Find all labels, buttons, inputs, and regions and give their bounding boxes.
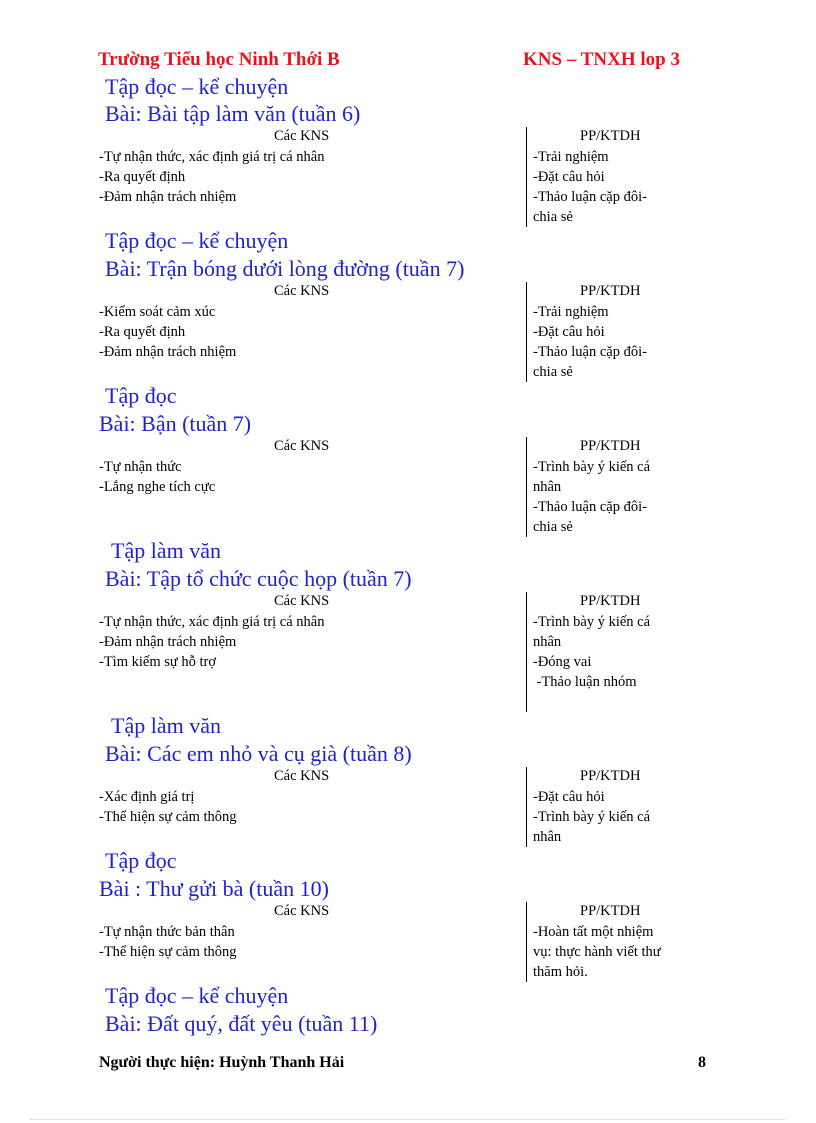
pp-item: -Đặt câu hỏi	[533, 169, 605, 185]
pp-column-header: PP/KTDH	[580, 438, 641, 454]
pp-item: nhân	[533, 479, 562, 495]
pp-item: -Trình bày ý kiến cá	[533, 459, 651, 475]
page-number: 8	[698, 1054, 706, 1071]
kns-column-header: Các KNS	[274, 593, 330, 609]
page-bottom-border	[30, 1119, 786, 1120]
lesson-title: Bài: Bận (tuần 7)	[99, 411, 252, 436]
kns-column-header: Các KNS	[274, 128, 330, 144]
column-divider	[526, 437, 527, 537]
column-divider	[526, 767, 527, 847]
lesson-title: Bài: Trận bóng dưới lòng đường (tuần 7)	[105, 256, 465, 281]
pp-item: -Thảo luận nhóm	[533, 674, 637, 690]
pp-column-header: PP/KTDH	[580, 593, 641, 609]
pp-item: chia sẻ	[533, 519, 573, 535]
lesson-title: Bài: Đất quý, đất yêu (tuần 11)	[105, 1011, 378, 1036]
column-divider	[526, 282, 527, 382]
pp-item: -Đóng vai	[533, 654, 592, 670]
kns-item: -Tự nhận thức, xác định giá trị cá nhân	[99, 149, 325, 165]
pp-item: -Đặt câu hỏi	[533, 789, 605, 805]
lesson-title: Bài: Bài tập làm văn (tuần 6)	[105, 101, 361, 126]
pp-item: vụ: thực hành viết thư	[533, 944, 661, 960]
pp-column-header: PP/KTDH	[580, 128, 641, 144]
kns-column-header: Các KNS	[274, 283, 330, 299]
pp-item: -Trình bày ý kiến cá	[533, 614, 651, 630]
pp-column-header: PP/KTDH	[580, 768, 641, 784]
pp-column-header: PP/KTDH	[580, 283, 641, 299]
column-divider	[526, 127, 527, 227]
kns-item: -Thể hiện sự cảm thông	[99, 944, 237, 960]
pp-item: -Trải nghiệm	[533, 149, 609, 165]
pp-item: nhân	[533, 634, 562, 650]
pp-item: thăm hỏi.	[533, 964, 588, 980]
column-divider	[526, 592, 527, 712]
pp-item: -Hoàn tất một nhiệm	[533, 924, 654, 940]
kns-item: -Đảm nhận trách nhiệm	[99, 634, 237, 650]
subject-heading: Tập đọc – kể chuyện	[105, 983, 289, 1008]
kns-item: -Ra quyết định	[99, 169, 186, 185]
kns-column-header: Các KNS	[274, 903, 330, 919]
pp-item: -Đặt câu hỏi	[533, 324, 605, 340]
footer-author: Người thực hiện: Huỳnh Thanh Hải	[99, 1054, 345, 1071]
column-divider	[526, 902, 527, 982]
pp-item: -Trình bày ý kiến cá	[533, 809, 651, 825]
kns-item: -Đảm nhận trách nhiệm	[99, 344, 237, 360]
lesson-title: Bài: Tập tổ chức cuộc họp (tuần 7)	[105, 566, 412, 591]
kns-column-header: Các KNS	[274, 438, 330, 454]
course-title: KNS – TNXH lop 3	[523, 49, 680, 70]
pp-item: nhân	[533, 829, 562, 845]
pp-item: chia sẻ	[533, 209, 573, 225]
kns-item: -Ra quyết định	[99, 324, 186, 340]
subject-heading: Tập đọc – kể chuyện	[105, 74, 289, 99]
kns-item: -Tự nhận thức	[99, 459, 182, 475]
subject-heading: Tập đọc	[105, 848, 177, 873]
kns-item: -Xác định giá trị	[99, 789, 195, 805]
subject-heading: Tập làm văn	[111, 538, 221, 563]
kns-item: -Tìm kiếm sự hỗ trợ	[99, 654, 217, 670]
lesson-title: Bài: Các em nhỏ và cụ già (tuần 8)	[105, 741, 412, 766]
kns-column-header: Các KNS	[274, 768, 330, 784]
subject-heading: Tập đọc	[105, 383, 177, 408]
kns-item: -Tự nhận thức, xác định giá trị cá nhân	[99, 614, 325, 630]
school-name: Trường Tiểu học Ninh Thới B	[98, 49, 340, 70]
pp-column-header: PP/KTDH	[580, 903, 641, 919]
pp-item: -Trải nghiệm	[533, 304, 609, 320]
kns-item: -Đảm nhận trách nhiệm	[99, 189, 237, 205]
pp-item: -Thảo luận cặp đôi-	[533, 344, 647, 360]
pp-item: -Thảo luận cặp đôi-	[533, 189, 647, 205]
kns-item: -Thể hiện sự cảm thông	[99, 809, 237, 825]
kns-item: -Kiểm soát cảm xúc	[99, 304, 216, 320]
kns-item: -Tự nhận thức bản thân	[99, 924, 235, 940]
pp-item: chia sẻ	[533, 364, 573, 380]
lesson-title: Bài : Thư gửi bà (tuần 10)	[99, 876, 329, 901]
subject-heading: Tập làm văn	[111, 713, 221, 738]
subject-heading: Tập đọc – kể chuyện	[105, 228, 289, 253]
kns-item: -Lắng nghe tích cực	[99, 479, 216, 495]
pp-item: -Thảo luận cặp đôi-	[533, 499, 647, 515]
